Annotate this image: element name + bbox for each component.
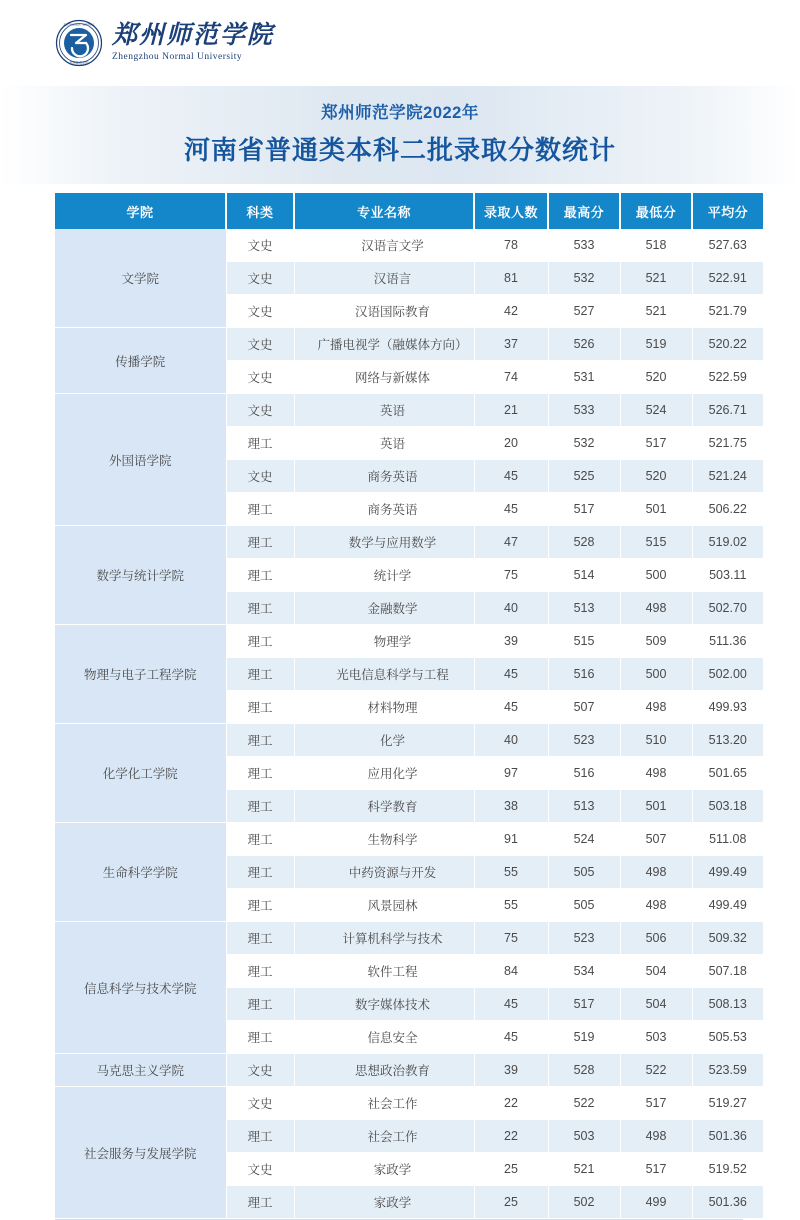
cell-max: 525 — [548, 460, 620, 493]
cell-major: 计算机科学与技术 — [294, 922, 474, 955]
cell-min: 504 — [620, 988, 692, 1021]
column-header-major: 专业名称 — [294, 193, 474, 229]
cell-max: 521 — [548, 1153, 620, 1186]
cell-max: 513 — [548, 790, 620, 823]
cell-min: 517 — [620, 427, 692, 460]
cell-min: 499 — [620, 1186, 692, 1219]
cell-max: 523 — [548, 724, 620, 757]
cell-max: 513 — [548, 592, 620, 625]
cell-avg: 522.91 — [692, 262, 763, 295]
cell-max: 523 — [548, 922, 620, 955]
cell-major: 数学与应用数学 — [294, 526, 474, 559]
cell-avg: 513.20 — [692, 724, 763, 757]
college-cell: 信息科学与技术学院 — [55, 922, 226, 1054]
cell-max: 517 — [548, 988, 620, 1021]
cell-subject: 理工 — [226, 625, 294, 658]
college-cell: 社会服务与发展学院 — [55, 1087, 226, 1219]
cell-min: 501 — [620, 790, 692, 823]
cell-major: 英语 — [294, 394, 474, 427]
cell-min: 503 — [620, 1021, 692, 1054]
column-header-min: 最低分 — [620, 193, 692, 229]
cell-enrolled: 38 — [474, 790, 548, 823]
page-title: 河南省普通类本科二批录取分数统计 — [183, 135, 616, 165]
cell-avg: 519.52 — [692, 1153, 763, 1186]
cell-subject: 理工 — [226, 988, 294, 1021]
cell-major: 材料物理 — [294, 691, 474, 724]
cell-subject: 文史 — [226, 1153, 294, 1186]
cell-max: 517 — [548, 493, 620, 526]
cell-enrolled: 75 — [474, 922, 548, 955]
cell-enrolled: 20 — [474, 427, 548, 460]
college-cell: 生命科学学院 — [55, 823, 226, 922]
cell-avg: 499.49 — [692, 856, 763, 889]
cell-enrolled: 74 — [474, 361, 548, 394]
score-table-wrapper — [0, 193, 800, 1220]
cell-major: 信息安全 — [294, 1021, 474, 1054]
cell-min: 517 — [620, 1087, 692, 1120]
cell-max: 534 — [548, 955, 620, 988]
cell-min: 498 — [620, 592, 692, 625]
table-row — [55, 625, 763, 658]
cell-subject: 文史 — [226, 295, 294, 328]
cell-major: 社会工作 — [294, 1120, 474, 1153]
cell-major: 风景园林 — [294, 889, 474, 922]
cell-enrolled: 22 — [474, 1087, 548, 1120]
cell-max: 524 — [548, 823, 620, 856]
cell-enrolled: 25 — [474, 1186, 548, 1219]
cell-min: 519 — [620, 328, 692, 361]
cell-enrolled: 37 — [474, 328, 548, 361]
college-cell: 马克思主义学院 — [55, 1054, 226, 1087]
column-header-max: 最高分 — [548, 193, 620, 229]
cell-avg: 521.75 — [692, 427, 763, 460]
table-header — [55, 193, 763, 229]
cell-min: 501 — [620, 493, 692, 526]
cell-max: 515 — [548, 625, 620, 658]
score-table — [55, 193, 763, 1219]
cell-subject: 理工 — [226, 1021, 294, 1054]
university-seal-icon — [55, 19, 103, 67]
svg-text:ZHENGZHOU NORMAL: ZHENGZHOU NORMAL — [63, 22, 95, 27]
cell-subject: 理工 — [226, 526, 294, 559]
cell-subject: 理工 — [226, 493, 294, 526]
cell-major: 科学教育 — [294, 790, 474, 823]
cell-major: 商务英语 — [294, 460, 474, 493]
cell-max: 527 — [548, 295, 620, 328]
logo-text-block — [112, 23, 274, 63]
cell-max: 516 — [548, 757, 620, 790]
cell-enrolled: 21 — [474, 394, 548, 427]
cell-min: 498 — [620, 1120, 692, 1153]
cell-avg: 523.59 — [692, 1054, 763, 1087]
cell-subject: 理工 — [226, 790, 294, 823]
cell-min: 517 — [620, 1153, 692, 1186]
cell-enrolled: 78 — [474, 229, 548, 262]
cell-min: 498 — [620, 856, 692, 889]
cell-subject: 文史 — [226, 229, 294, 262]
cell-max: 528 — [548, 526, 620, 559]
cell-enrolled: 42 — [474, 295, 548, 328]
cell-min: 498 — [620, 757, 692, 790]
college-cell: 物理与电子工程学院 — [55, 625, 226, 724]
cell-subject: 理工 — [226, 724, 294, 757]
cell-subject: 文史 — [226, 460, 294, 493]
cell-enrolled: 84 — [474, 955, 548, 988]
cell-avg: 509.32 — [692, 922, 763, 955]
cell-avg: 526.71 — [692, 394, 763, 427]
cell-min: 510 — [620, 724, 692, 757]
cell-max: 531 — [548, 361, 620, 394]
cell-max: 516 — [548, 658, 620, 691]
cell-major: 软件工程 — [294, 955, 474, 988]
cell-min: 524 — [620, 394, 692, 427]
cell-subject: 文史 — [226, 1054, 294, 1087]
table-row — [55, 526, 763, 559]
cell-subject: 理工 — [226, 691, 294, 724]
cell-avg: 522.59 — [692, 361, 763, 394]
cell-min: 522 — [620, 1054, 692, 1087]
cell-subject: 理工 — [226, 823, 294, 856]
cell-min: 520 — [620, 460, 692, 493]
cell-min: 521 — [620, 295, 692, 328]
cell-max: 503 — [548, 1120, 620, 1153]
cell-subject: 理工 — [226, 856, 294, 889]
cell-max: 507 — [548, 691, 620, 724]
cell-min: 504 — [620, 955, 692, 988]
cell-min: 498 — [620, 889, 692, 922]
cell-major: 光电信息科学与工程 — [294, 658, 474, 691]
college-cell: 数学与统计学院 — [55, 526, 226, 625]
college-cell: 文学院 — [55, 229, 226, 328]
cell-avg: 519.02 — [692, 526, 763, 559]
logo-bar — [0, 0, 800, 86]
cell-subject: 理工 — [226, 559, 294, 592]
cell-max: 533 — [548, 229, 620, 262]
column-header-college: 学院 — [55, 193, 226, 229]
cell-major: 金融数学 — [294, 592, 474, 625]
title-banner — [0, 86, 800, 184]
college-cell: 化学化工学院 — [55, 724, 226, 823]
cell-avg: 502.00 — [692, 658, 763, 691]
cell-major: 化学 — [294, 724, 474, 757]
cell-major: 商务英语 — [294, 493, 474, 526]
cell-min: 507 — [620, 823, 692, 856]
cell-avg: 506.22 — [692, 493, 763, 526]
cell-subject: 理工 — [226, 955, 294, 988]
table-row — [55, 229, 763, 262]
cell-major: 社会工作 — [294, 1087, 474, 1120]
cell-enrolled: 81 — [474, 262, 548, 295]
cell-max: 505 — [548, 889, 620, 922]
cell-max: 514 — [548, 559, 620, 592]
cell-enrolled: 47 — [474, 526, 548, 559]
cell-enrolled: 55 — [474, 889, 548, 922]
cell-enrolled: 45 — [474, 460, 548, 493]
cell-subject: 文史 — [226, 262, 294, 295]
cell-avg: 505.53 — [692, 1021, 763, 1054]
cell-avg: 521.24 — [692, 460, 763, 493]
cell-avg: 501.36 — [692, 1120, 763, 1153]
cell-min: 498 — [620, 691, 692, 724]
cell-major: 家政学 — [294, 1153, 474, 1186]
cell-max: 532 — [548, 262, 620, 295]
cell-avg: 507.18 — [692, 955, 763, 988]
cell-major: 数字媒体技术 — [294, 988, 474, 1021]
cell-max: 528 — [548, 1054, 620, 1087]
cell-major: 英语 — [294, 427, 474, 460]
table-row — [55, 394, 763, 427]
cell-subject: 理工 — [226, 427, 294, 460]
university-logo — [55, 19, 274, 67]
table-row — [55, 724, 763, 757]
cell-avg: 499.49 — [692, 889, 763, 922]
cell-avg: 503.11 — [692, 559, 763, 592]
cell-enrolled: 40 — [474, 592, 548, 625]
cell-enrolled: 22 — [474, 1120, 548, 1153]
cell-subject: 理工 — [226, 1186, 294, 1219]
cell-avg: 511.36 — [692, 625, 763, 658]
cell-min: 500 — [620, 559, 692, 592]
logo-name-cn: 郑州师范学院 — [112, 22, 275, 50]
cell-enrolled: 45 — [474, 658, 548, 691]
cell-enrolled: 39 — [474, 625, 548, 658]
logo-name-en: Zhengzhou Normal University — [112, 52, 243, 63]
cell-max: 533 — [548, 394, 620, 427]
cell-subject: 理工 — [226, 889, 294, 922]
cell-avg: 501.36 — [692, 1186, 763, 1219]
cell-min: 500 — [620, 658, 692, 691]
banner-subtitle: 郑州师范学院2022年 — [321, 104, 479, 122]
column-header-enrolled: 录取人数 — [474, 193, 548, 229]
cell-major: 广播电视学（融媒体方向） — [294, 328, 474, 361]
cell-min: 518 — [620, 229, 692, 262]
cell-avg: 519.27 — [692, 1087, 763, 1120]
cell-enrolled: 45 — [474, 691, 548, 724]
cell-enrolled: 75 — [474, 559, 548, 592]
cell-min: 509 — [620, 625, 692, 658]
cell-major: 中药资源与开发 — [294, 856, 474, 889]
table-row — [55, 1054, 763, 1087]
college-cell: 外国语学院 — [55, 394, 226, 526]
cell-major: 网络与新媒体 — [294, 361, 474, 394]
cell-avg: 520.22 — [692, 328, 763, 361]
cell-subject: 文史 — [226, 361, 294, 394]
cell-major: 统计学 — [294, 559, 474, 592]
cell-subject: 文史 — [226, 394, 294, 427]
cell-major: 汉语言文学 — [294, 229, 474, 262]
cell-max: 519 — [548, 1021, 620, 1054]
cell-avg: 499.93 — [692, 691, 763, 724]
cell-min: 520 — [620, 361, 692, 394]
table-header-row — [55, 193, 763, 229]
cell-subject: 理工 — [226, 1120, 294, 1153]
cell-min: 521 — [620, 262, 692, 295]
cell-avg: 521.79 — [692, 295, 763, 328]
cell-avg: 501.65 — [692, 757, 763, 790]
cell-subject: 文史 — [226, 328, 294, 361]
column-header-subject: 科类 — [226, 193, 294, 229]
cell-enrolled: 25 — [474, 1153, 548, 1186]
table-row — [55, 328, 763, 361]
cell-min: 515 — [620, 526, 692, 559]
cell-avg: 508.13 — [692, 988, 763, 1021]
cell-enrolled: 45 — [474, 988, 548, 1021]
cell-enrolled: 40 — [474, 724, 548, 757]
cell-subject: 理工 — [226, 658, 294, 691]
table-body — [55, 229, 763, 1219]
cell-major: 应用化学 — [294, 757, 474, 790]
cell-max: 532 — [548, 427, 620, 460]
cell-max: 505 — [548, 856, 620, 889]
column-header-avg: 平均分 — [692, 193, 763, 229]
cell-max: 522 — [548, 1087, 620, 1120]
cell-avg: 511.08 — [692, 823, 763, 856]
table-row — [55, 1087, 763, 1120]
cell-avg: 502.70 — [692, 592, 763, 625]
cell-max: 526 — [548, 328, 620, 361]
svg-text:郑州师范学院: 郑州师范学院 — [69, 61, 89, 66]
table-row — [55, 922, 763, 955]
cell-major: 家政学 — [294, 1186, 474, 1219]
cell-enrolled: 97 — [474, 757, 548, 790]
cell-subject: 理工 — [226, 592, 294, 625]
cell-major: 生物科学 — [294, 823, 474, 856]
cell-major: 汉语国际教育 — [294, 295, 474, 328]
cell-major: 汉语言 — [294, 262, 474, 295]
cell-subject: 理工 — [226, 922, 294, 955]
cell-min: 506 — [620, 922, 692, 955]
cell-subject: 文史 — [226, 1087, 294, 1120]
cell-avg: 503.18 — [692, 790, 763, 823]
cell-major: 思想政治教育 — [294, 1054, 474, 1087]
cell-enrolled: 45 — [474, 493, 548, 526]
cell-enrolled: 39 — [474, 1054, 548, 1087]
cell-subject: 理工 — [226, 757, 294, 790]
table-row — [55, 823, 763, 856]
cell-enrolled: 91 — [474, 823, 548, 856]
cell-enrolled: 55 — [474, 856, 548, 889]
cell-avg: 527.63 — [692, 229, 763, 262]
cell-max: 502 — [548, 1186, 620, 1219]
cell-major: 物理学 — [294, 625, 474, 658]
cell-enrolled: 45 — [474, 1021, 548, 1054]
college-cell: 传播学院 — [55, 328, 226, 394]
